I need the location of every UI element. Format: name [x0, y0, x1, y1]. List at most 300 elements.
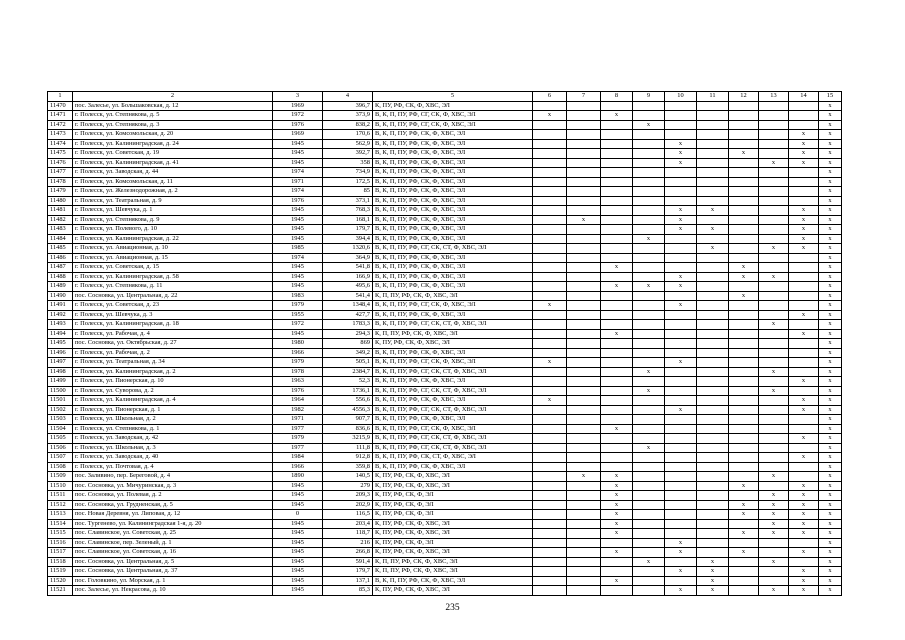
table-cell [759, 396, 789, 406]
table-cell [533, 367, 567, 377]
table-cell: г. Полесск, ул. Пионерская, д. 10 [73, 377, 273, 387]
table-header-row [48, 92, 842, 102]
table-row [48, 225, 842, 235]
table-cell [729, 538, 759, 548]
table-cell: 1945 [273, 206, 323, 216]
table-cell: В, К, П, ПУ, РФ, СК, Ф, ХВС, ЭЛ [373, 576, 533, 586]
table-cell [759, 377, 789, 387]
table-cell: В, К, П, ПУ, РФ, СК, Ф, ХВС, ЭЛ [373, 206, 533, 216]
page-number: 235 [445, 603, 460, 613]
table-cell: 11521 [48, 586, 73, 596]
table-cell: В, К, П, ПУ, РФ, СК, Ф, ХВС, ЭЛ [373, 225, 533, 235]
table-cell [697, 130, 729, 140]
table-cell: К, ПУ, РФ, СК, Ф, ХВС, ЭЛ [373, 548, 533, 558]
table-cell [533, 168, 567, 178]
table-cell: г. Полесск, ул. Калининградская, д. 24 [73, 139, 273, 149]
table-cell: 869 [323, 339, 373, 349]
table-cell [697, 434, 729, 444]
table-cell [697, 510, 729, 520]
table-cell [533, 339, 567, 349]
table-cell [665, 396, 697, 406]
table-cell: x [759, 472, 789, 482]
table-cell: К, ПУ, РФ, СК, Ф, ЭЛ [373, 491, 533, 501]
table-row [48, 196, 842, 206]
table-cell: x [789, 548, 819, 558]
table-cell [759, 548, 789, 558]
table-cell [697, 253, 729, 263]
table-cell: 85,3 [323, 586, 373, 596]
table-cell: 279 [323, 481, 373, 491]
table-cell [567, 415, 601, 425]
table-cell [533, 263, 567, 273]
table-cell [759, 111, 789, 121]
table-cell: 1984 [273, 453, 323, 463]
table-cell: 1974 [273, 187, 323, 197]
table-cell [601, 234, 633, 244]
column-header: 5 [373, 92, 533, 102]
table-cell: 202,9 [323, 500, 373, 510]
table-cell [633, 149, 665, 159]
table-cell [601, 443, 633, 453]
table-cell [665, 329, 697, 339]
table-cell: 11514 [48, 519, 73, 529]
table-cell [697, 263, 729, 273]
table-cell [567, 196, 601, 206]
table-cell: x [633, 386, 665, 396]
table-cell [729, 177, 759, 187]
table-cell [729, 567, 759, 577]
table-cell [601, 557, 633, 567]
table-cell: г. Полесск, ул. Калининградская, д. 4 [73, 396, 273, 406]
table-cell [665, 234, 697, 244]
table-cell [665, 434, 697, 444]
table-cell [697, 386, 729, 396]
table-cell [601, 386, 633, 396]
table-cell: 392,7 [323, 149, 373, 159]
table-cell: г. Полесск, ул. Степнякова, д. 9 [73, 215, 273, 225]
table-cell [633, 358, 665, 368]
table-cell [729, 158, 759, 168]
table-cell: 1945 [273, 538, 323, 548]
table-cell [665, 491, 697, 501]
table-cell: В, К, П, ПУ, РФ, СК, Ф, ХВС, ЭЛ [373, 215, 533, 225]
table-cell [601, 396, 633, 406]
table-cell [697, 472, 729, 482]
table-cell: г. Полесск, ул. Заводская, д. 40 [73, 453, 273, 463]
table-cell: x [819, 253, 842, 263]
table-cell: x [759, 244, 789, 254]
table-cell [697, 177, 729, 187]
table-cell [633, 310, 665, 320]
table-cell: x [759, 586, 789, 596]
table-cell: 11477 [48, 168, 73, 178]
table-cell [789, 282, 819, 292]
table-cell: x [665, 358, 697, 368]
table-cell: x [819, 130, 842, 140]
table-row [48, 367, 842, 377]
table-cell [665, 339, 697, 349]
table-cell [633, 111, 665, 121]
table-cell: 1979 [273, 434, 323, 444]
table-row [48, 500, 842, 510]
table-cell: 1945 [273, 329, 323, 339]
table-cell: x [819, 225, 842, 235]
table-cell [567, 481, 601, 491]
table-row [48, 149, 842, 159]
table-cell: 11517 [48, 548, 73, 558]
table-cell: x [789, 244, 819, 254]
table-cell: 11496 [48, 348, 73, 358]
table-cell [665, 111, 697, 121]
table-cell: x [819, 187, 842, 197]
table-cell [759, 329, 789, 339]
table-cell: В, К, П, ПУ, РФ, СГ, СК, Ф, ХВС, ЭЛ [373, 358, 533, 368]
table-cell: x [819, 120, 842, 130]
table-cell: x [819, 510, 842, 520]
table-cell [533, 576, 567, 586]
table-cell [601, 358, 633, 368]
table-cell: x [819, 405, 842, 415]
table-cell: x [633, 367, 665, 377]
table-cell [533, 149, 567, 159]
table-cell: 427,7 [323, 310, 373, 320]
table-cell: 505,1 [323, 358, 373, 368]
table-cell [601, 291, 633, 301]
table-cell [665, 367, 697, 377]
table-cell [533, 386, 567, 396]
table-cell [533, 377, 567, 387]
table-cell [633, 519, 665, 529]
table-cell: x [759, 519, 789, 529]
table-cell [567, 557, 601, 567]
table-cell: x [697, 586, 729, 596]
table-row [48, 453, 842, 463]
table-cell: x [819, 367, 842, 377]
table-cell [759, 187, 789, 197]
table-cell [533, 500, 567, 510]
table-cell [729, 576, 759, 586]
table-cell: 1969 [273, 101, 323, 111]
table-row [48, 101, 842, 111]
table-cell: 0 [273, 510, 323, 520]
table-cell [533, 557, 567, 567]
table-cell: 396,7 [323, 101, 373, 111]
table-cell: В, К, П, ПУ, РФ, СК, Ф, ХВС, ЭЛ [373, 187, 533, 197]
table-cell [567, 168, 601, 178]
table-cell: 1945 [273, 234, 323, 244]
table-cell [633, 339, 665, 349]
table-cell: г. Полесск, ул. Калининградская, д. 41 [73, 158, 273, 168]
table-cell: x [819, 158, 842, 168]
table-cell [759, 567, 789, 577]
table-cell [601, 158, 633, 168]
table-cell [601, 272, 633, 282]
table-cell: x [759, 491, 789, 501]
table-cell: 11491 [48, 301, 73, 311]
table-cell: x [601, 529, 633, 539]
table-cell: пос. Славинское, пер. Зеленый, д. 1 [73, 538, 273, 548]
table-cell: 562,9 [323, 139, 373, 149]
table-cell: г. Полесск, ул. Театральная, д. 34 [73, 358, 273, 368]
table-cell: x [729, 510, 759, 520]
table-cell [533, 158, 567, 168]
table-cell: 11518 [48, 557, 73, 567]
table-cell: x [789, 396, 819, 406]
table-cell [759, 149, 789, 159]
table-cell [567, 567, 601, 577]
table-cell [665, 196, 697, 206]
table-cell: 179,7 [323, 225, 373, 235]
table-cell: 1945 [273, 225, 323, 235]
table-row [48, 510, 842, 520]
table-cell: x [789, 519, 819, 529]
table-cell [633, 586, 665, 596]
table-cell: x [601, 472, 633, 482]
table-cell [633, 491, 665, 501]
table-cell [729, 367, 759, 377]
table-cell: пос. Залесье, ул. Большаковская, д. 12 [73, 101, 273, 111]
table-cell [567, 586, 601, 596]
table-cell: 170,6 [323, 130, 373, 140]
register-table [47, 91, 842, 596]
table-cell [759, 139, 789, 149]
table-cell: 11472 [48, 120, 73, 130]
table-cell [601, 177, 633, 187]
table-cell: 734,9 [323, 168, 373, 178]
table-cell [759, 538, 789, 548]
table-cell: 1985 [273, 244, 323, 254]
table-row [48, 234, 842, 244]
table-cell [533, 481, 567, 491]
table-cell: 1983 [273, 291, 323, 301]
table-cell [567, 424, 601, 434]
table-cell [533, 101, 567, 111]
table-cell: x [729, 291, 759, 301]
table-cell: x [819, 339, 842, 349]
table-cell: К, ПУ, РФ, СК, Ф, ЭЛ [373, 500, 533, 510]
table-cell: К, ПУ, РФ, СК, Ф, ЭЛ [373, 510, 533, 520]
table-cell: К, ПУ, РФ, СК, Ф, ХВС, ЭЛ [373, 481, 533, 491]
table-cell [633, 263, 665, 273]
table-cell [759, 415, 789, 425]
table-cell [789, 120, 819, 130]
table-cell: 349,2 [323, 348, 373, 358]
table-cell [729, 377, 759, 387]
table-cell: x [819, 396, 842, 406]
table-cell: В, К, П, ПУ, РФ, СК, Ф, ХВС, ЭЛ [373, 348, 533, 358]
table-cell: 11505 [48, 434, 73, 444]
table-cell [697, 548, 729, 558]
table-cell [533, 443, 567, 453]
table-cell: 11515 [48, 529, 73, 539]
table-cell: 358 [323, 158, 373, 168]
table-cell: x [665, 215, 697, 225]
table-cell [601, 101, 633, 111]
table-cell [729, 234, 759, 244]
table-cell [729, 348, 759, 358]
table-cell [697, 462, 729, 472]
table-cell [759, 291, 789, 301]
table-cell: x [819, 272, 842, 282]
table-cell [697, 453, 729, 463]
table-cell [633, 396, 665, 406]
table-cell: x [819, 386, 842, 396]
table-cell [697, 139, 729, 149]
table-cell: x [789, 434, 819, 444]
table-cell: 364,9 [323, 253, 373, 263]
table-cell: 768,3 [323, 206, 373, 216]
table-cell: x [665, 301, 697, 311]
table-cell [697, 348, 729, 358]
table-cell: 11519 [48, 567, 73, 577]
table-cell: В, К, П, ПУ, РФ, СК, Ф, ХВС, ЭЛ [373, 196, 533, 206]
table-cell: x [819, 139, 842, 149]
table-cell [759, 234, 789, 244]
table-cell: x [729, 272, 759, 282]
table-cell [697, 443, 729, 453]
table-cell: В, К, П, ПУ, РФ, СК, Ф, ХВС, ЭЛ [373, 149, 533, 159]
table-cell: x [601, 491, 633, 501]
table-cell [533, 453, 567, 463]
table-cell: пос. Головкино, ул. Морская, д. 1 [73, 576, 273, 586]
table-cell: пос. Тургенево, ул. Калининградская 1-я, д. 20 [73, 519, 273, 529]
column-header: 15 [819, 92, 842, 102]
table-cell [759, 576, 789, 586]
table-cell: пос. Сосновка, ул. Центральная, д. 5 [73, 557, 273, 567]
table-cell: К, ПУ, РФ, СК, Ф, ХВС, ЭЛ [373, 586, 533, 596]
table-cell [759, 434, 789, 444]
table-cell: x [759, 367, 789, 377]
table-cell: 168,1 [323, 215, 373, 225]
table-cell: 1972 [273, 320, 323, 330]
table-cell: 11490 [48, 291, 73, 301]
table-cell [789, 367, 819, 377]
table-row [48, 139, 842, 149]
table-cell: К, ПУ, РФ, СК, Ф, ХВС, ЭЛ [373, 101, 533, 111]
table-row [48, 462, 842, 472]
table-cell: x [789, 567, 819, 577]
table-cell [759, 310, 789, 320]
table-cell [759, 130, 789, 140]
table-cell: 1348,4 [323, 301, 373, 311]
table-cell [729, 130, 759, 140]
table-cell: В, К, П, ПУ, РФ, СК, Ф, ХВС, ЭЛ [373, 253, 533, 263]
table-cell [601, 434, 633, 444]
table-cell: x [819, 519, 842, 529]
table-cell [567, 576, 601, 586]
table-row [48, 567, 842, 577]
table-cell [601, 462, 633, 472]
table-cell: 1966 [273, 462, 323, 472]
table-cell: 11513 [48, 510, 73, 520]
table-cell [567, 225, 601, 235]
table-cell: 1945 [273, 282, 323, 292]
table-cell [759, 301, 789, 311]
table-cell: 11510 [48, 481, 73, 491]
table-cell: г. Полесск, ул. Школьная, д. 3 [73, 443, 273, 453]
table-cell: 495,6 [323, 282, 373, 292]
table-cell: 1982 [273, 405, 323, 415]
table-cell: К, ПУ, РФ, СК, Ф, ХВС, ЭЛ [373, 339, 533, 349]
table-cell [633, 538, 665, 548]
table-cell [697, 120, 729, 130]
table-cell: г. Полесск, ул. Авиационная, д. 15 [73, 253, 273, 263]
column-header: 2 [73, 92, 273, 102]
table-cell: 11509 [48, 472, 73, 482]
table-cell: x [601, 519, 633, 529]
table-row [48, 253, 842, 263]
table-cell [697, 538, 729, 548]
table-cell [697, 491, 729, 501]
column-header: 3 [273, 92, 323, 102]
table-cell [533, 310, 567, 320]
table-cell [601, 405, 633, 415]
table-cell: x [819, 557, 842, 567]
table-cell: x [819, 149, 842, 159]
table-cell [697, 320, 729, 330]
table-cell: 1977 [273, 443, 323, 453]
table-row [48, 120, 842, 130]
table-cell: В, К, П, ПУ, РФ, СК, Ф, ХВС, ЭЛ [373, 377, 533, 387]
table-cell [665, 510, 697, 520]
table-cell [533, 130, 567, 140]
table-cell [533, 187, 567, 197]
table-cell: x [567, 215, 601, 225]
table-cell [601, 215, 633, 225]
table-cell [729, 462, 759, 472]
table-cell: 11483 [48, 225, 73, 235]
table-cell: 836,6 [323, 424, 373, 434]
table-cell: 11494 [48, 329, 73, 339]
table-cell [601, 149, 633, 159]
table-row [48, 443, 842, 453]
table-cell [665, 386, 697, 396]
table-cell [601, 310, 633, 320]
table-cell [789, 462, 819, 472]
table-cell: 11495 [48, 339, 73, 349]
table-cell [729, 358, 759, 368]
table-cell [601, 348, 633, 358]
table-cell: x [729, 529, 759, 539]
table-cell: x [789, 329, 819, 339]
table-cell [665, 462, 697, 472]
table-cell [759, 253, 789, 263]
table-cell: x [665, 225, 697, 235]
table-cell [665, 320, 697, 330]
table-cell [601, 320, 633, 330]
table-cell: 11498 [48, 367, 73, 377]
table-cell: x [819, 111, 842, 121]
table-cell: 11508 [48, 462, 73, 472]
table-cell: 359,8 [323, 462, 373, 472]
table-cell [633, 405, 665, 415]
table-row [48, 548, 842, 558]
table-cell [759, 215, 789, 225]
table-cell: г. Полесск, ул. Советская, д. 19 [73, 149, 273, 159]
table-cell: 266,8 [323, 548, 373, 558]
table-cell: 11503 [48, 415, 73, 425]
column-header: 10 [665, 92, 697, 102]
table-cell: x [819, 415, 842, 425]
table-row [48, 434, 842, 444]
table-cell: пос. Сосновка, ул. Полевая, д. 2 [73, 491, 273, 501]
table-cell: г. Полесск, ул. Степнякова, д. 11 [73, 282, 273, 292]
table-cell [567, 510, 601, 520]
table-cell [665, 519, 697, 529]
table-cell: 11479 [48, 187, 73, 197]
table-cell [567, 396, 601, 406]
table-cell: x [601, 329, 633, 339]
